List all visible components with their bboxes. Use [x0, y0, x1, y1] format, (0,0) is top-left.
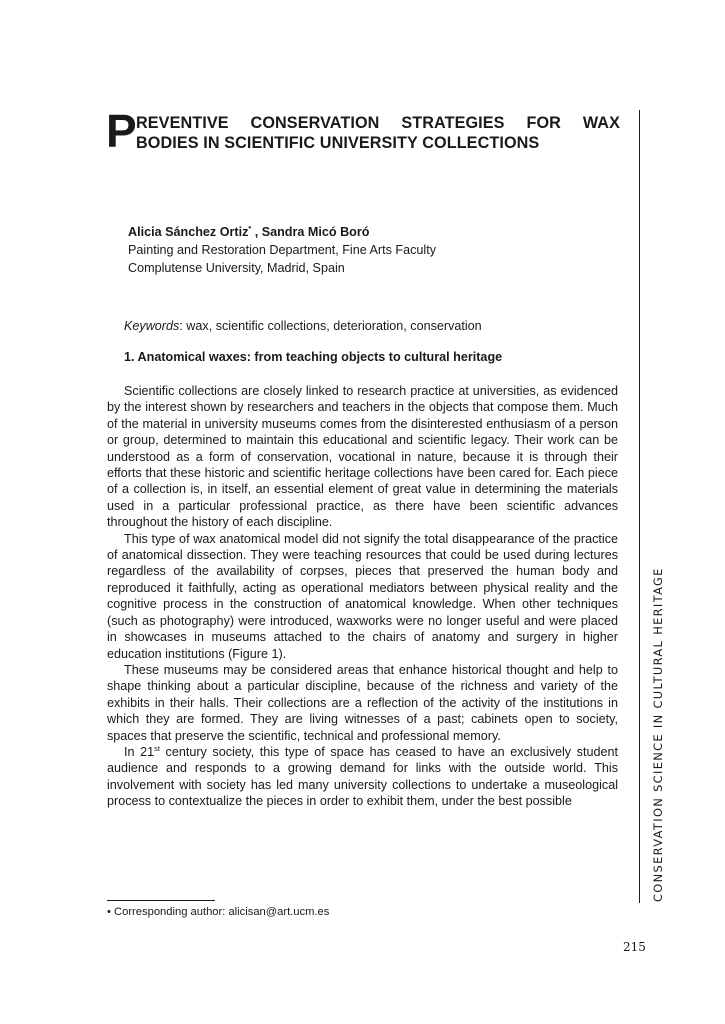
title-line-1: REVENTIVE CONSERVATION STRATEGIES FOR WAX: [136, 114, 620, 132]
paragraph-1: Scientific collections are closely linked to research practice at universities, as evidenced by the interest shown by researchers and teachers in the objects that compose them. Much of the material in university museums comes from the disinterested enthusiasm of a person or group, determined to maintain this educational and scientific legacy. Their work can be understood as a form of conservation, vocational in nature, because it is through their efforts that these historic and scientific heritage collections have been cared for. Each piece of a collection is, in itself, an essential element of great value in determining the materials used in a particular professional practice, as there have been scientific advances throughout the history of each discipline.: [107, 384, 618, 530]
keywords: [124, 319, 482, 333]
author-names: [128, 219, 436, 241]
side-rule: [639, 110, 640, 903]
keywords-text: : wax, scientific collections, deterioration, conservation: [179, 319, 482, 333]
author-department: Painting and Restoration Department, Fine Arts Faculty: [128, 243, 436, 257]
page-number: 215: [623, 940, 646, 954]
paragraph-4: [107, 744, 618, 810]
footnote-divider: [107, 900, 215, 901]
section-heading: 1. Anatomical waxes: from teaching objects to cultural heritage: [124, 350, 503, 364]
title-drop-cap: P: [106, 105, 137, 157]
body-text: [107, 383, 618, 810]
paragraph-4-start: In 21: [124, 744, 155, 759]
author-name-2: , Sandra Micó Boró: [251, 225, 370, 239]
footnote: [107, 906, 329, 918]
ordinal-superscript: st: [154, 743, 160, 753]
paragraph-3: These museums may be considered areas that enhance historical thought and help to shape thinking about a particular discipline, because of the richness and variety of the exhibits in their halls. Their collections are a reflection of the activity of the institutions in which they are formed. They are living witnesses of a past; cabinets open to society, spaces that preserve the scientific, technical and professional memory.: [107, 662, 618, 743]
keywords-label: Keywords: [124, 319, 180, 333]
author-name-1: Alicia Sánchez Ortiz: [128, 225, 249, 239]
footnote-text: Corresponding author: alicisan@art.ucm.es: [110, 906, 330, 918]
paragraph-4-rest: century society, this type of space has ceased to have an exclusively student audience and responds to a growing demand for links with the outside world. This involvement with society has led many university collections to undertake a museological process to contextualize the pieces in order to exhibit them, under the best possible: [107, 744, 618, 809]
running-section-label: CONSERVATION SCIENCE IN CULTURAL HERITAGE: [651, 567, 665, 902]
footnote-marker-symbol: •: [107, 906, 111, 918]
author-block: [128, 219, 436, 277]
footnote-marker: •: [248, 223, 252, 232]
author-university: Complutense University, Madrid, Spain: [128, 261, 345, 275]
paragraph-2: This type of wax anatomical model did not signify the total disappearance of the practice of anatomical dissection. They were teaching resources that could be used during lectures regardless of the availability of corpses, pieces that preserved the human body and reproduced it faithfully, acting as operational mediators between physical reality and the cognitive process in the construction of anatomical knowledge. When other techniques (such as photography) were introduced, waxworks were no longer useful and were placed in showcases in museums attached to the chairs of anatomy and surgery in higher education institutions (Figure 1).: [107, 531, 618, 661]
title-line-2: BODIES IN SCIENTIFIC UNIVERSITY COLLECTIONS: [136, 134, 540, 152]
